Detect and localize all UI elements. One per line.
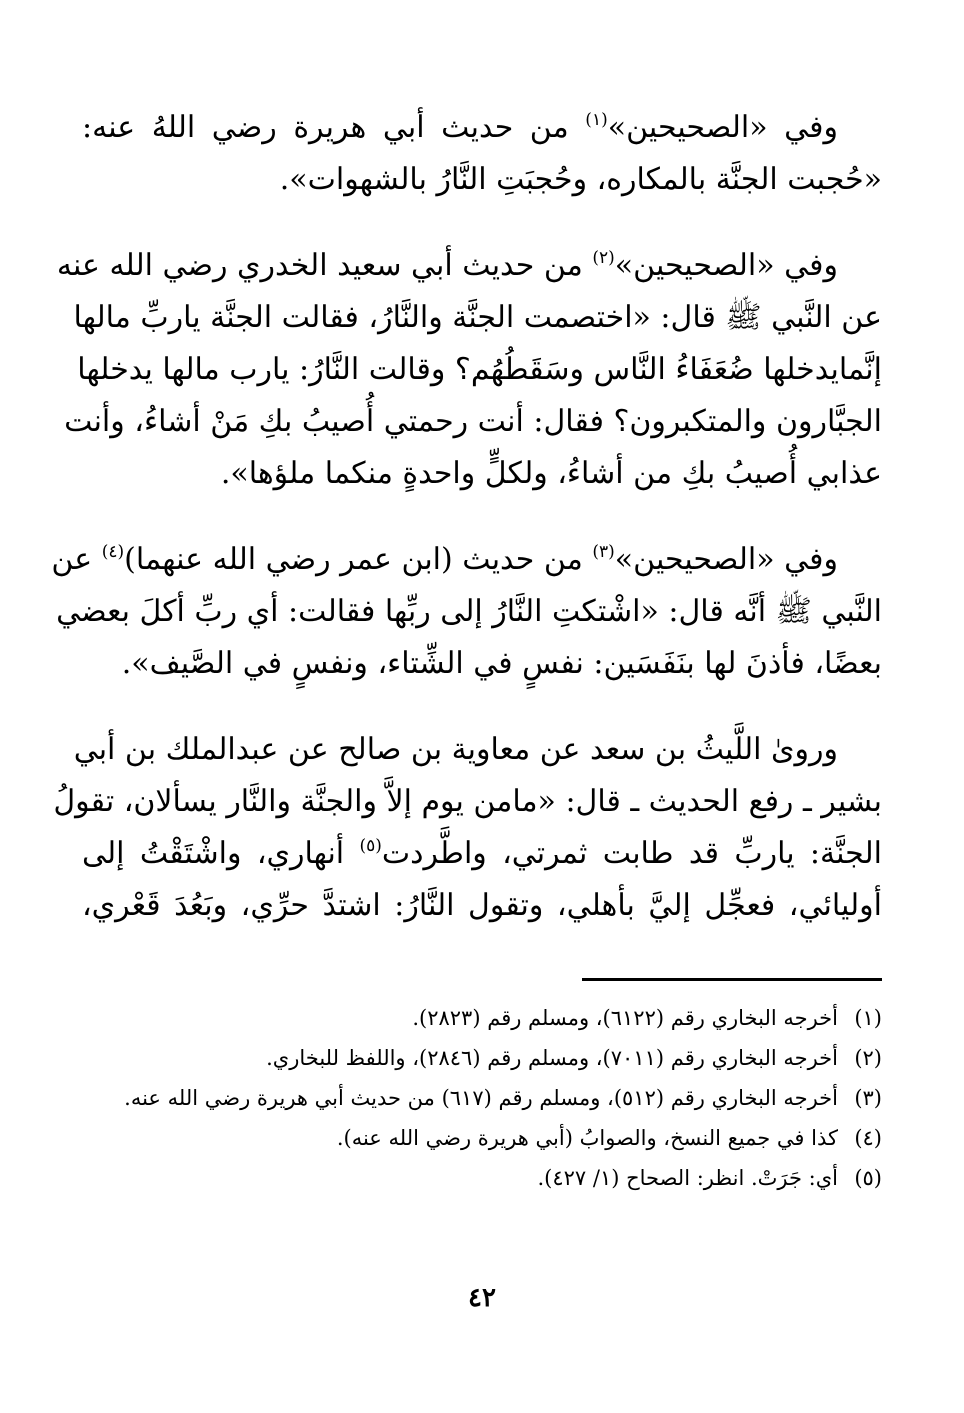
text-line: عذابي أُصيبُ بكِ من أشاءُ، ولكلٍّ واحدةٍ منكما ملؤها». — [220, 456, 882, 491]
text-line: «حُجبت الجنَّة بالمكاره، وحُجبَتِ النَّارُ بالشهوات». — [279, 162, 882, 197]
footnote-2 — [82, 1038, 882, 1078]
footnote-ref[interactable]: (٢) — [592, 248, 615, 268]
text-line: الجبَّارون والمتكبرون؟ فقال: أنت رحمتي أُصيبُ بكِ مَنْ أشاءُ، وأنت — [64, 404, 882, 439]
footnote-ref[interactable]: (١) — [585, 110, 608, 130]
footnote-ref[interactable]: (٤) — [101, 542, 125, 562]
text-line: بشير ـ رفع الحديث ـ قال: «مامن يوم إلاَّ والجنَّة والنَّار يسألان، تقولُ — [53, 784, 882, 819]
text-line — [82, 102, 882, 154]
paragraph-1 — [82, 102, 882, 206]
footnote-text: أخرجه البخاري رقم (٧٠١١)، ومسلم رقم (٢٨٤٦)، واللفظ للبخاري. — [266, 1046, 838, 1070]
footnote-5 — [82, 1158, 882, 1198]
footnote-number: (٣) — [854, 1086, 882, 1110]
text-line: أوليائي، فعجِّل إليَّ بأهلي، وتقول النَّارُ: اشتدَّ حرِّي، وبَعُدَ قَعْري، — [82, 888, 882, 923]
text-segment: عن — [51, 542, 102, 577]
footnote-number: (٢) — [854, 1046, 882, 1070]
footnote-ref[interactable]: (٣) — [592, 542, 615, 562]
text-segment: وفي «الصحيحين» — [607, 110, 838, 145]
footnote-number: (٤) — [854, 1126, 882, 1150]
footnote-text: أخرجه البخاري رقم (٦١٢٢)، ومسلم رقم (٢٨٢٣). — [412, 1006, 838, 1030]
text-line — [82, 828, 882, 880]
text-segment: وفي «الصحيحين» — [614, 248, 838, 283]
footnotes — [82, 998, 882, 1198]
text-segment: الجنَّة: ياربِّ قد طابت ثمرتي، واطَّردت — [381, 836, 882, 871]
paragraph-4 — [53, 724, 882, 932]
text-line: وروىٰ اللَّيثُ بن سعد عن معاوية بن صالح عن عبدالملك بن أبي — [73, 732, 838, 767]
text-segment: أنهاري، واشْتَقْتُ إلى — [82, 836, 360, 871]
paragraph-3 — [51, 534, 882, 690]
page-number: ٤٢ — [468, 1283, 496, 1313]
footnote-number: (١) — [854, 1006, 882, 1030]
text-segment: وفي «الصحيحين» — [614, 542, 838, 577]
footnote-text: كذا في جميع النسخ، والصوابُ (أبي هريرة رضي الله عنه). — [336, 1126, 838, 1150]
main-text — [51, 102, 882, 966]
text-line: النَّبي ﷺ أنَّه قال: «اشْتكتِ النَّارُ إلى ربِّها فقالت: أي ربِّ أكلَ بعضي — [56, 594, 882, 629]
text-segment: من حديث (ابن عمر رضي الله عنهما) — [124, 542, 593, 577]
text-line — [51, 534, 882, 586]
footnote-ref[interactable]: (٥) — [359, 836, 382, 856]
paragraph-2 — [56, 240, 882, 500]
footnote-4 — [82, 1118, 882, 1158]
text-line — [56, 240, 882, 292]
footnote-text: أي: جَرَتْ. انظر: الصحاح (١/ ٤٢٧). — [537, 1166, 838, 1190]
footnote-1 — [82, 998, 882, 1038]
text-segment: من حديث أبي هريرة رضي اللهُ عنه: — [82, 110, 586, 145]
text-line: عن النَّبي ﷺ قال: «اختصمت الجنَّة والنَّارُ، فقالت الجنَّة ياربِّ مالها — [73, 300, 882, 335]
footnote-3 — [82, 1078, 882, 1118]
footnote-separator — [582, 978, 882, 981]
text-line: إنَّمايدخلها ضُعَفَاءُ النَّاس وسَقَطُهُم؟ وقالت النَّارُ: يارب مالها يدخلها — [77, 352, 882, 387]
footnote-text: أخرجه البخاري رقم (٥١٢)، ومسلم رقم (٦١٧) من حديث أبي هريرة رضي الله عنه. — [124, 1086, 838, 1110]
text-line: بعضًا، فأذنَ لها بنَفَسَين: نفسٍ في الشِّتاء، ونفسٍ في الصَّيف». — [121, 646, 882, 681]
text-segment: من حديث أبي سعيد الخدري رضي الله عنه — [56, 248, 593, 283]
footnote-number: (٥) — [854, 1166, 882, 1190]
